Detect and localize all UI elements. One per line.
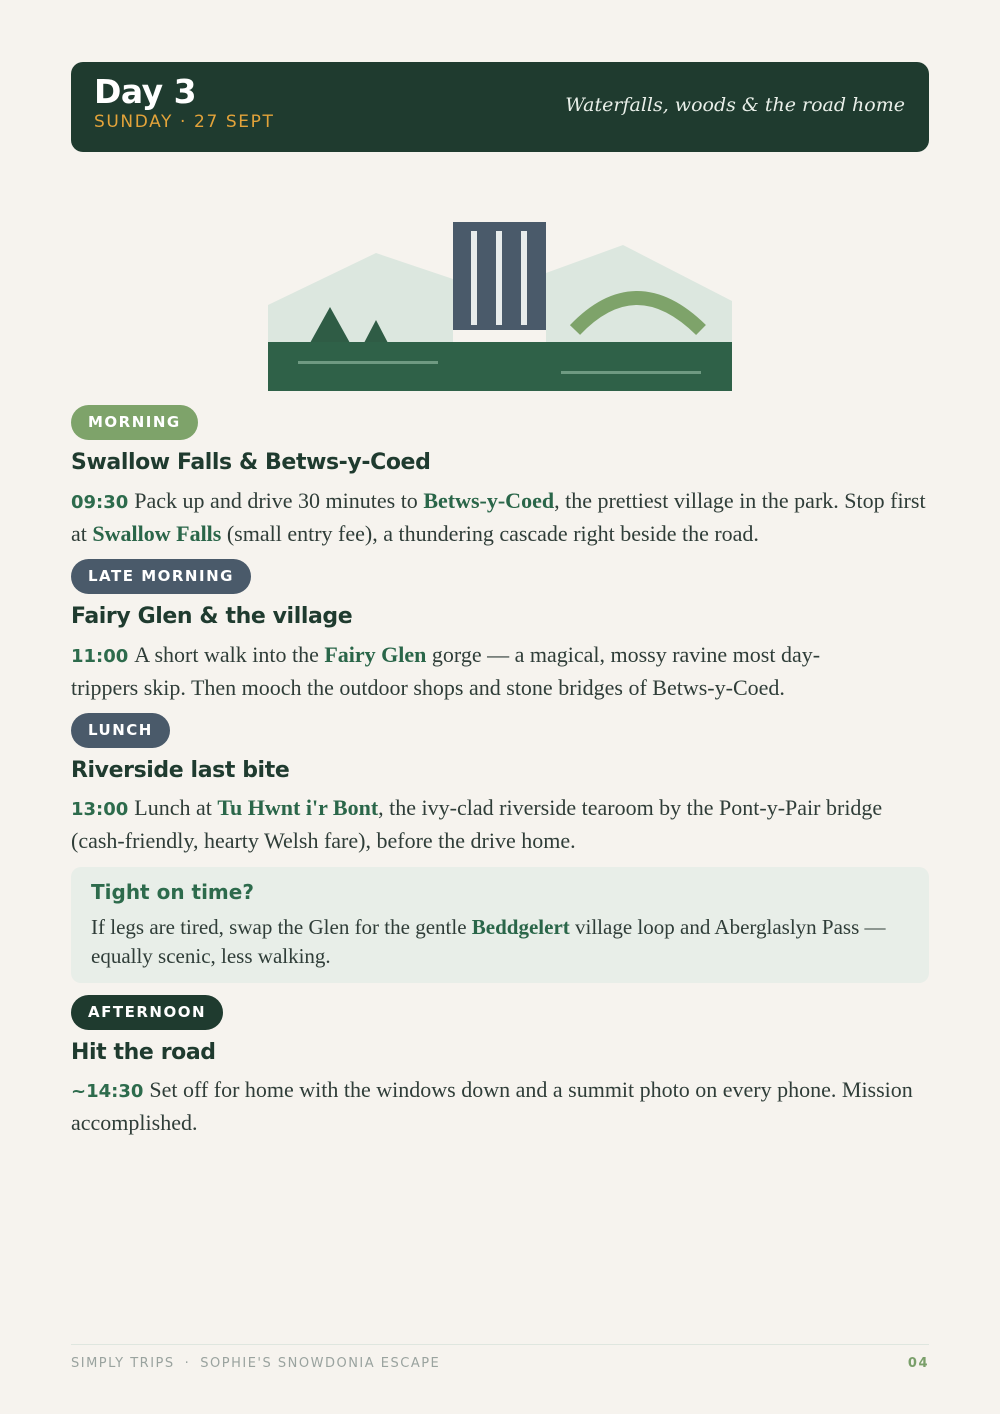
morning-paragraph bbox=[71, 485, 931, 549]
tag-late-morning: LATE MORNING bbox=[71, 559, 251, 594]
afternoon-paragraph bbox=[71, 1074, 921, 1138]
late-morning-text-2: gorge — a magical, mossy ravine most day-trippers skip. Then mooch the outdoor shops and stone bridges of Betws-y-Coed. bbox=[71, 642, 821, 700]
footer-brand-name: SIMPLY TRIPS bbox=[71, 1356, 175, 1371]
tag-morning: MORNING bbox=[71, 405, 198, 440]
highlight-fairy-glen: Fairy Glen bbox=[324, 642, 427, 667]
tip-box bbox=[71, 867, 929, 983]
highlight-beddgelert: Beddgelert bbox=[471, 915, 570, 939]
footer-separator: · bbox=[184, 1356, 191, 1371]
tip-text-2: village loop and Aberglaslyn Pass — equally scenic, less walking. bbox=[91, 915, 886, 968]
tag-lunch: LUNCH bbox=[71, 713, 170, 748]
morning-time: 09:30 bbox=[71, 492, 129, 513]
tip-title: Tight on time? bbox=[91, 880, 254, 904]
highlight-tu-hwnt: Tu Hwnt i'r Bont bbox=[217, 795, 379, 820]
river-line-left bbox=[298, 361, 438, 364]
ground bbox=[268, 342, 732, 391]
tip-text bbox=[91, 913, 911, 971]
morning-text-2: , the prettiest village in the park. Stop first at bbox=[71, 488, 926, 546]
highlight-swallow-falls: Swallow Falls bbox=[92, 521, 222, 546]
morning-text-3: (small entry fee), a thundering cascade right beside the road. bbox=[221, 521, 759, 546]
day-tagline: Waterfalls, woods & the road home bbox=[565, 94, 905, 116]
page-number: 04 bbox=[907, 1356, 929, 1371]
late-morning-heading: Fairy Glen & the village bbox=[71, 604, 353, 629]
footer-trip-name: SOPHIE'S SNOWDONIA ESCAPE bbox=[200, 1356, 441, 1371]
morning-heading: Swallow Falls & Betws-y-Coed bbox=[71, 450, 431, 475]
late-morning-paragraph bbox=[71, 639, 871, 703]
tag-afternoon: AFTERNOON bbox=[71, 995, 223, 1030]
footer-brand bbox=[71, 1356, 440, 1371]
landscape-illustration bbox=[268, 221, 732, 391]
lunch-text-2: , the ivy-clad riverside tearoom by the Pont-y-Pair bridge (cash-friendly, hearty Welsh fare), before the drive home. bbox=[71, 795, 883, 853]
morning-text-1: Pack up and drive 30 minutes to bbox=[134, 488, 424, 513]
late-morning-text-1: A short walk into the bbox=[134, 642, 325, 667]
lunch-text-1: Lunch at bbox=[134, 795, 218, 820]
river-line-right bbox=[561, 371, 701, 374]
lunch-heading: Riverside last bite bbox=[71, 758, 290, 783]
day-title: Day 3 bbox=[94, 72, 197, 111]
footer-divider bbox=[71, 1344, 929, 1345]
late-morning-time: 11:00 bbox=[71, 646, 129, 667]
left-mountain bbox=[268, 253, 453, 342]
afternoon-text-1: Set off for home with the windows down and a summit photo on every phone. Mission accomplished. bbox=[71, 1077, 913, 1135]
lunch-time: 13:00 bbox=[71, 799, 129, 820]
afternoon-heading: Hit the road bbox=[71, 1040, 216, 1065]
day-header bbox=[71, 62, 929, 152]
lunch-paragraph bbox=[71, 792, 891, 856]
highlight-betws-y-coed: Betws-y-Coed bbox=[423, 488, 555, 513]
day-date: SUNDAY · 27 SEPT bbox=[94, 112, 275, 132]
tip-text-1: If legs are tired, swap the Glen for the gentle bbox=[91, 915, 472, 939]
afternoon-time: ~14:30 bbox=[71, 1081, 144, 1102]
